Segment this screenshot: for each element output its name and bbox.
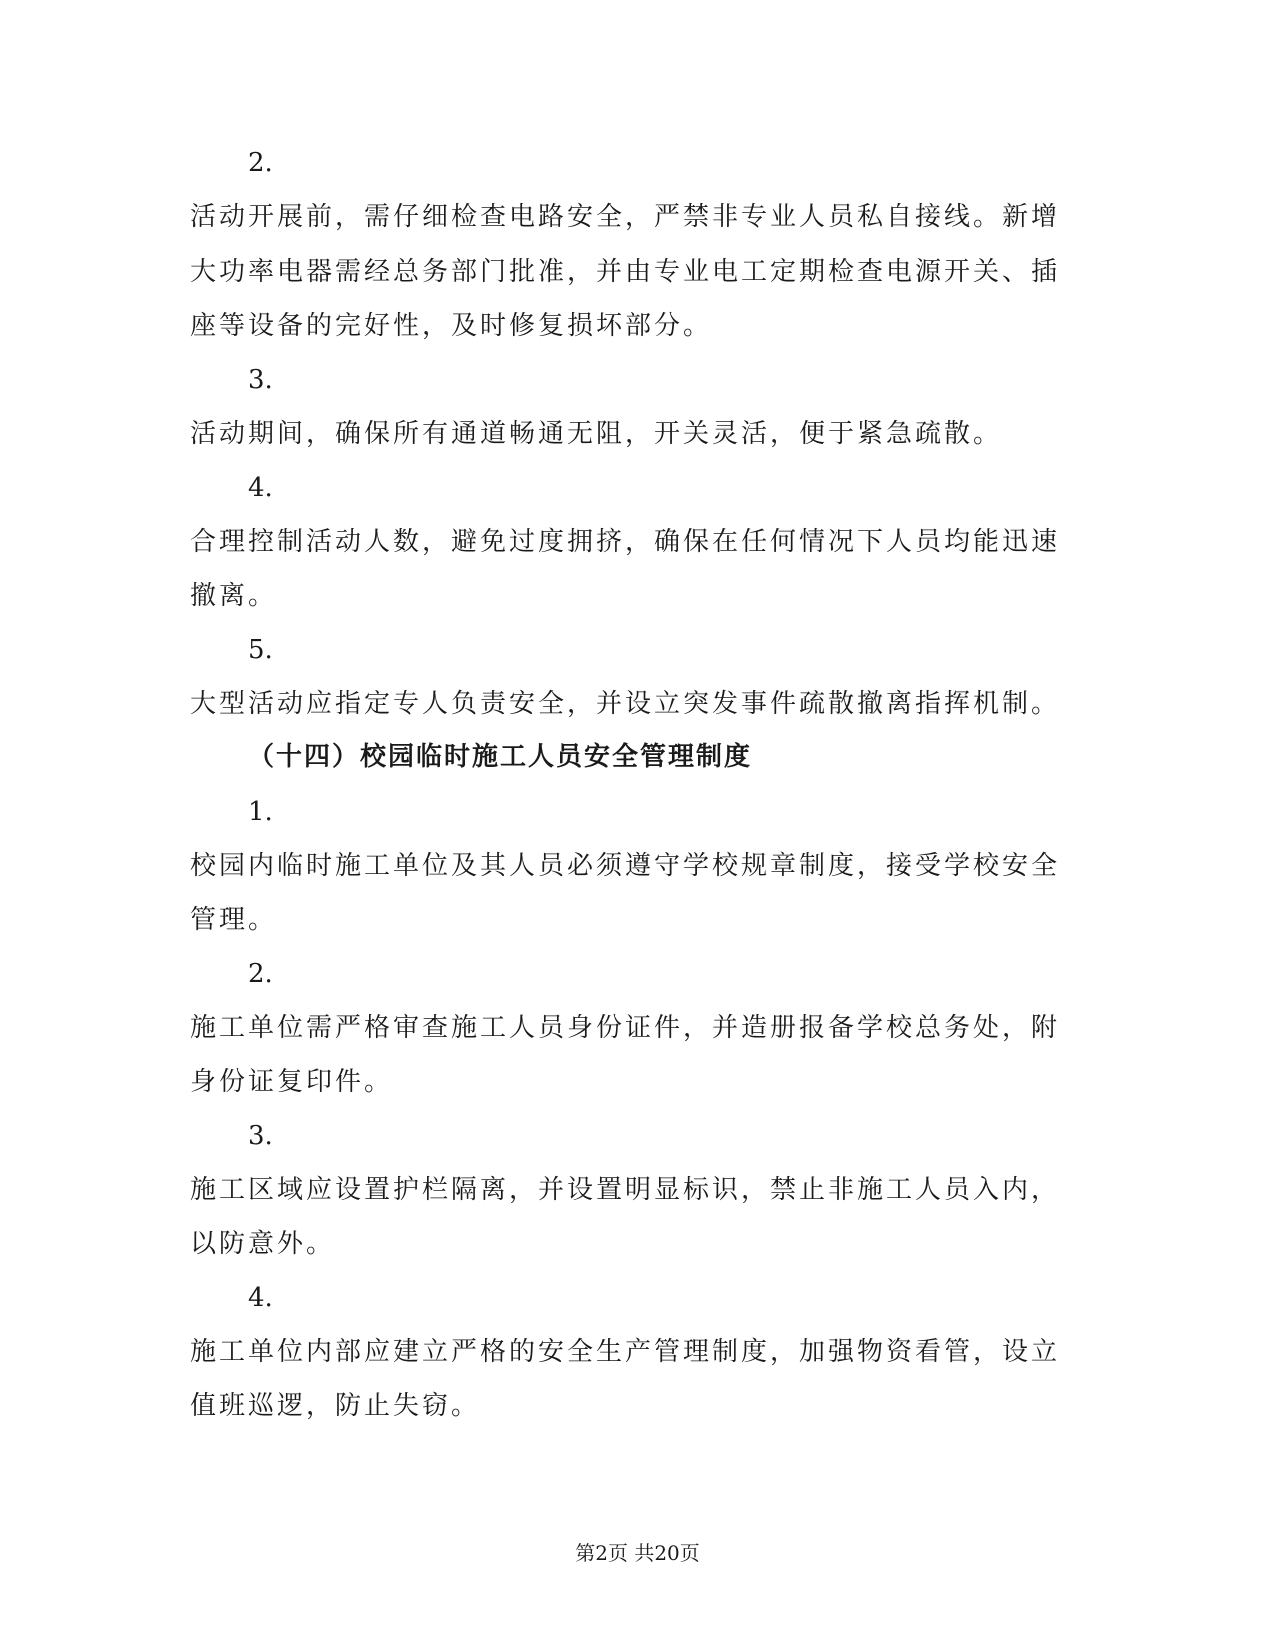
paragraph-line: 活动开展前，需仔细检查电路安全，严禁非专业人员私自接线。新增 [190,202,1061,232]
paragraph-line: 活动期间，确保所有通道畅通无阻，开关灵活，便于紧急疏散。 [190,419,1003,449]
item-number: 3. [248,365,273,395]
paragraph-line: 大功率电器需经总务部门批准，并由专业电工定期检查电源开关、插 [190,257,1061,287]
item-number: 4. [248,473,273,503]
paragraph-line: 以防意外。 [190,1229,336,1259]
paragraph-line: 施工区域应设置护栏隔离，并设置明显标识，禁止非施工人员入内， [190,1175,1061,1205]
item-number: 2. [248,959,273,989]
paragraph-line: 值班巡逻，防止失窃。 [190,1391,481,1421]
paragraph-line: 合理控制活动人数，避免过度拥挤，确保在任何情况下人员均能迅速 [190,527,1061,557]
paragraph-line: 施工单位需严格审查施工人员身份证件，并造册报备学校总务处，附 [190,1013,1061,1043]
paragraph-line: 施工单位内部应建立严格的安全生产管理制度，加强物资看管，设立 [190,1337,1061,1367]
paragraph-line: 管理。 [190,905,278,935]
paragraph-line: 座等设备的完好性，及时修复损坏部分。 [190,311,713,341]
paragraph-line: 身份证复印件。 [190,1067,394,1097]
item-number: 3. [248,1121,273,1151]
section-heading: （十四）校园临时施工人员安全管理制度 [248,742,753,772]
item-number: 5. [248,635,273,665]
item-number: 2. [248,148,273,178]
item-number: 4. [248,1283,273,1313]
paragraph-line: 大型活动应指定专人负责安全，并设立突发事件疏散撤离指挥机制。 [190,689,1061,719]
paragraph-line: 撤离。 [190,581,278,611]
item-number: 1. [248,797,273,827]
paragraph-line: 校园内临时施工单位及其人员必须遵守学校规章制度，接受学校安全 [190,851,1061,881]
page-number-footer: 第2页 共20页 [575,1541,700,1565]
